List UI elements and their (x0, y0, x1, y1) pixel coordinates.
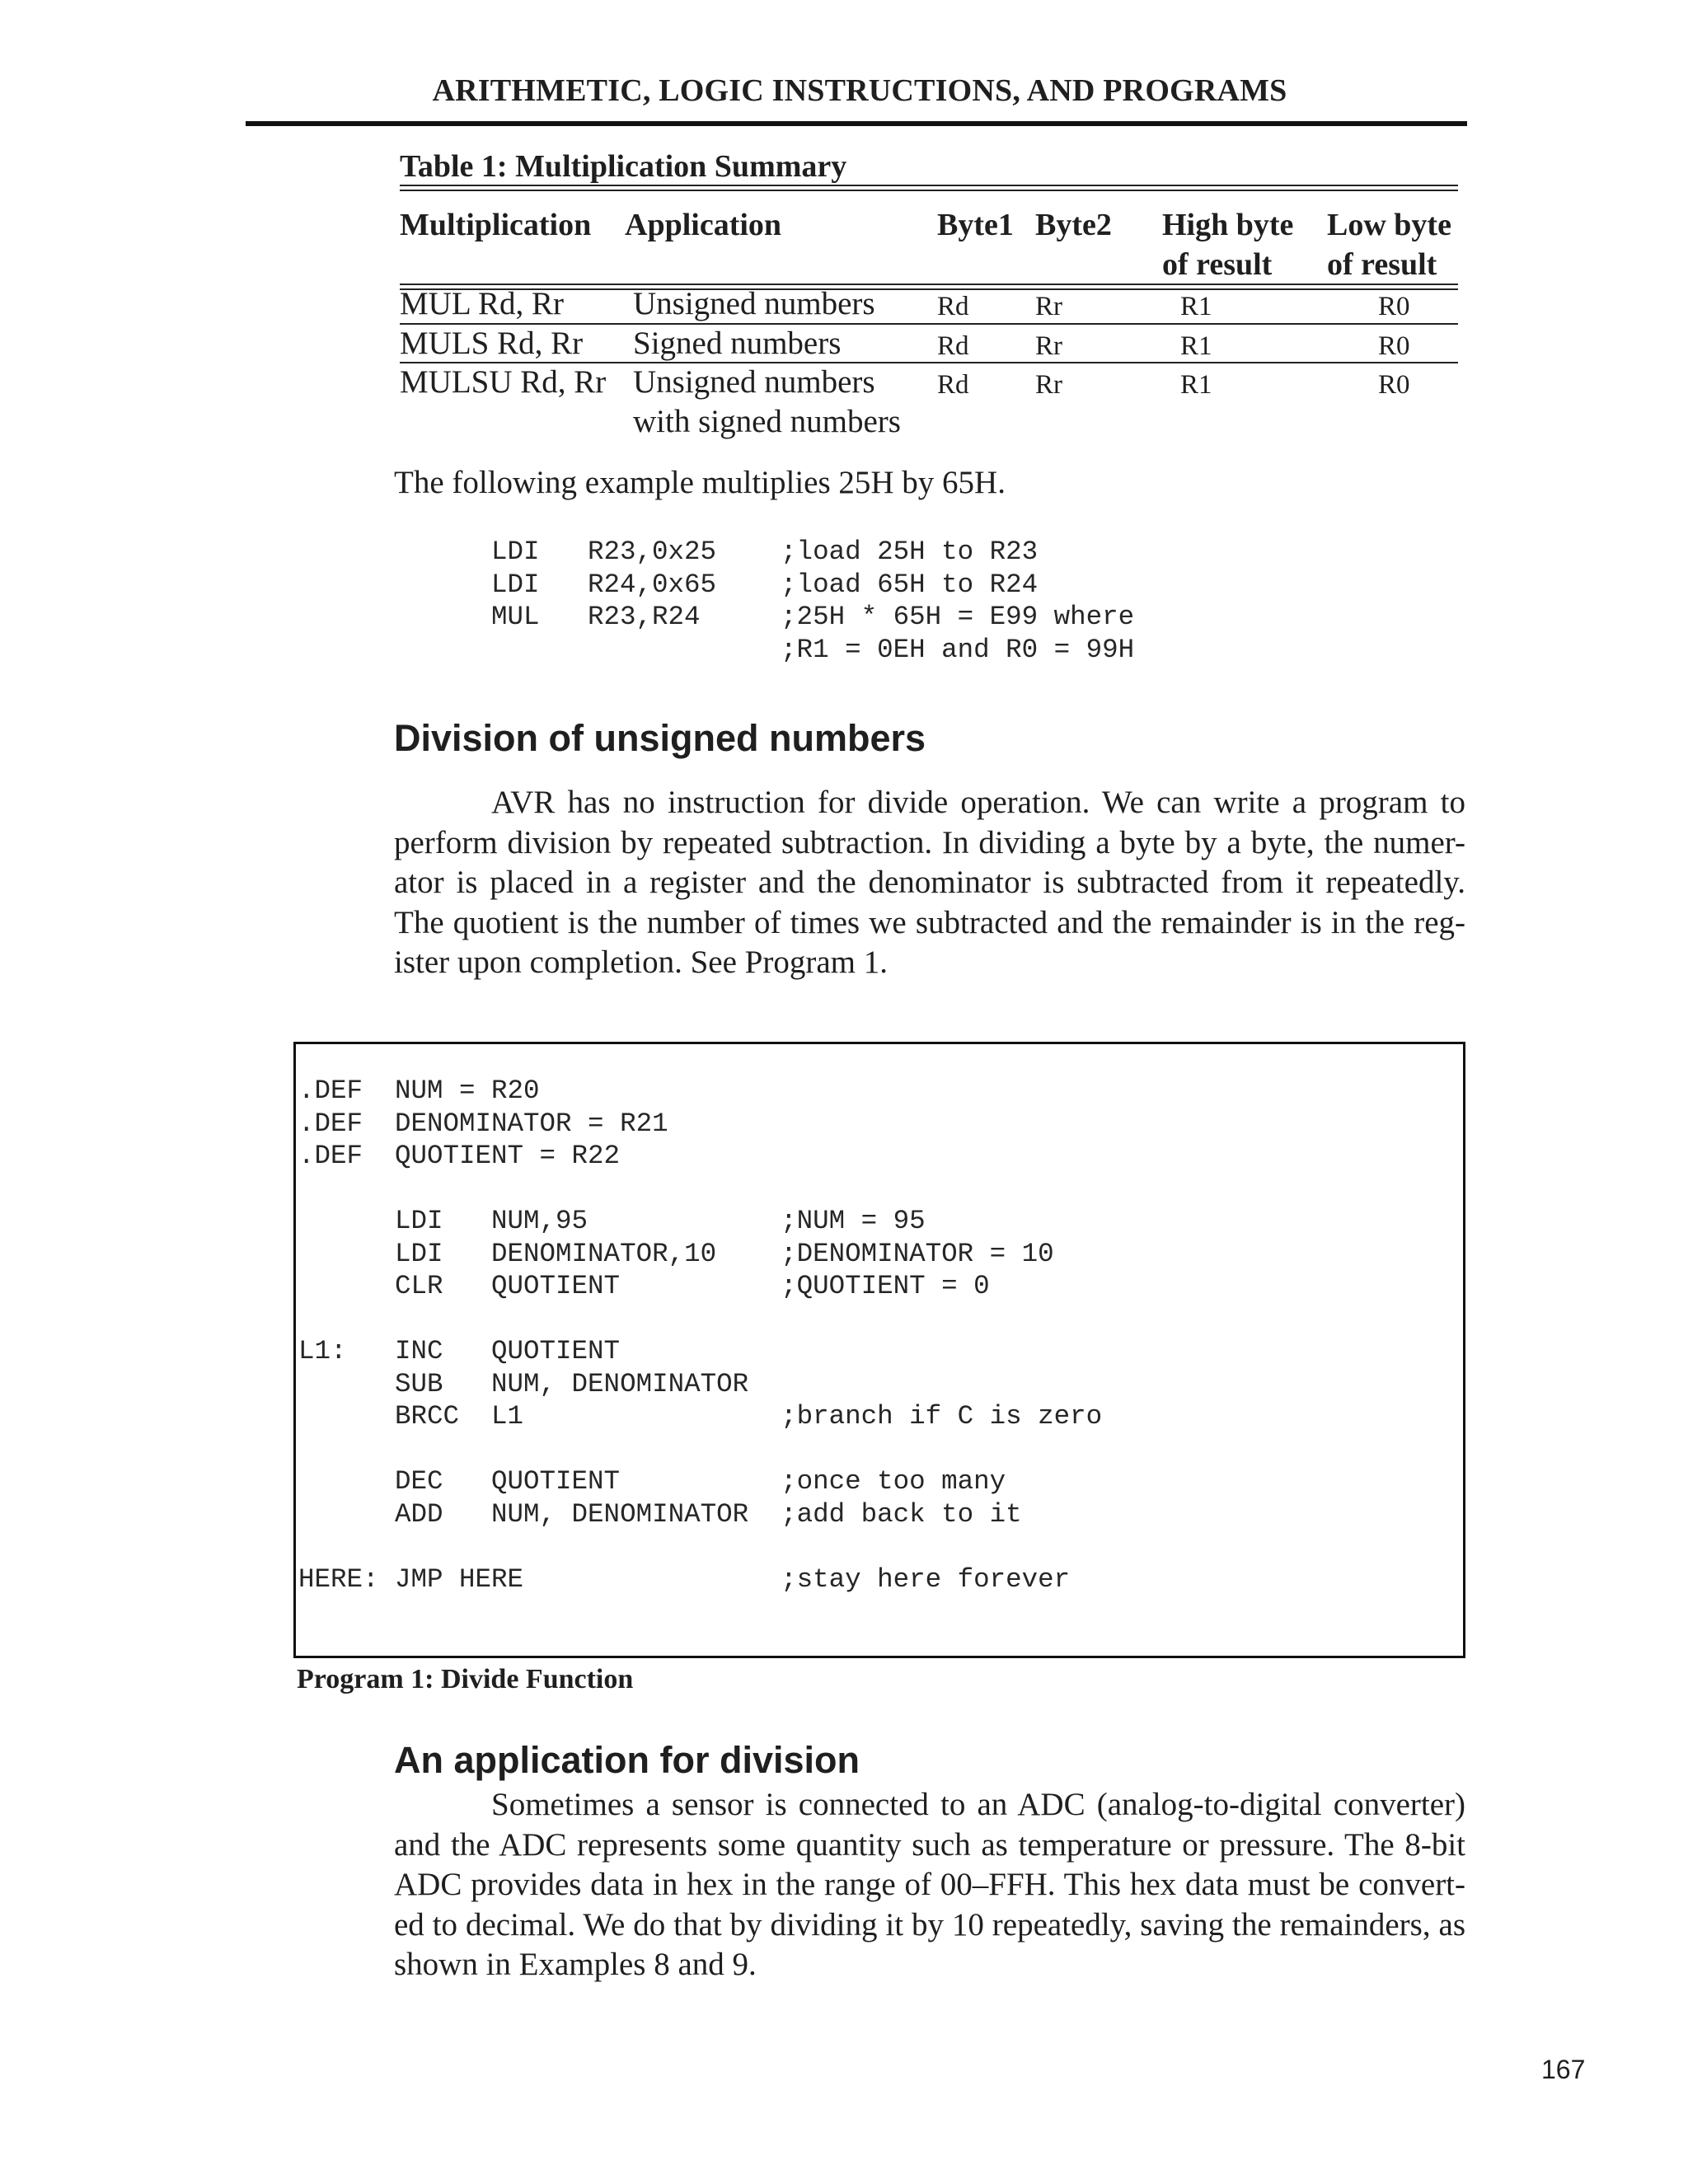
division-paragraph: AVR has no instruction for divide operation. We can write a program to perform division by repeated subtraction. In dividing a byte by a byte, the numer-ator is placed in a register and the denominator is subtracted from it repeatedly. The quotient is the number of times we subtracted and the remainder is in the reg-ister upon completion. See Program 1. (394, 785, 1465, 980)
col-header-low-byte: Low byte (1327, 208, 1451, 242)
cell-low-byte: R0 (1378, 370, 1410, 400)
example-intro (394, 463, 1465, 504)
section-heading: An application for division (394, 1739, 860, 1781)
division-section-heading (394, 717, 926, 760)
program-code: .DEF NUM = R20 .DEF DENOMINATOR = R21 .DEF QUOTIENT = R22 LDI NUM,95 ;NUM = 95 LDI DENOMINATOR,10 ;DENOMINATOR = 10 CLR QUOTIENT ;QUOTIENT = 0 L1: INC QUOTIENT SUB NUM, DENOMINATOR BRCC L1 ;branch if C is zero DEC QUOTIENT ;once too many ADD NUM, DENOMINATOR ;add back to it HERE: JMP HERE ;stay here forever (298, 1076, 1103, 1595)
application-paragraph: Sometimes a sensor is connected to an ADC (analog-to-digital converter) and the ADC represents some quantity such as temperature or pressure. The 8-bit ADC provides data in hex in the range of 00–FFH. This hex data must be convert-ed to decimal. We do that by dividing it by 10 repeatedly, saving the remainders, as shown in Examples 8 and 9. (394, 1787, 1465, 1982)
example-intro-text: The following example multiplies 25H by 65H. (394, 465, 1006, 500)
division-section-body (394, 783, 1465, 983)
col-header-application: Application (625, 208, 782, 242)
program-box (293, 1042, 1465, 1658)
cell-byte1: Rd (937, 331, 969, 361)
application-section-body (394, 1785, 1465, 1985)
program-caption: Program 1: Divide Function (297, 1664, 634, 1694)
example-code-block (491, 536, 1134, 666)
cell-application: Signed numbers (633, 326, 842, 361)
col-header-high-byte: High byte (1162, 208, 1294, 242)
cell-high-byte: R1 (1180, 292, 1212, 321)
cell-instruction: MULS Rd, Rr (400, 326, 584, 361)
col-header-byte1: Byte1 (937, 208, 1014, 242)
cell-byte2: Rr (1035, 331, 1062, 361)
cell-instruction: MUL Rd, Rr (400, 286, 564, 321)
cell-low-byte: R0 (1378, 292, 1410, 321)
section-heading: Division of unsigned numbers (394, 717, 926, 759)
page-number: 167 (1541, 2055, 1586, 2084)
header-rule (246, 121, 1467, 126)
col-header-byte2: Byte2 (1035, 208, 1112, 242)
example-code: LDI R23,0x25 ;load 25H to R23 LDI R24,0x65 ;load 65H to R24 MUL R23,R24 ;25H * 65H = E99 where ;R1 = 0EH and R0 = 99H (491, 537, 1135, 665)
table-top-rule (400, 185, 1458, 186)
col-header-multiplication: Multiplication (400, 208, 592, 242)
col-header-low-byte-line2: of result (1327, 247, 1437, 282)
cell-low-byte: R0 (1378, 331, 1410, 361)
table-top-rule-second (400, 190, 1458, 191)
cell-instruction: MULSU Rd, Rr (400, 364, 607, 400)
cell-byte1: Rd (937, 370, 969, 400)
cell-high-byte: R1 (1180, 331, 1212, 361)
application-section-heading (394, 1739, 860, 1782)
cell-application: Unsigned numbers (633, 286, 875, 321)
cell-high-byte: R1 (1180, 370, 1212, 400)
table-caption: Table 1: Multiplication Summary (400, 149, 847, 184)
col-header-high-byte-line2: of result (1162, 247, 1273, 282)
cell-byte1: Rd (937, 292, 969, 321)
cell-byte2: Rr (1035, 370, 1062, 400)
running-header: ARITHMETIC, LOGIC INSTRUCTIONS, AND PROGRAMS (432, 73, 1287, 108)
cell-application: Unsigned numbers (633, 364, 875, 400)
cell-application-line2: with signed numbers (633, 404, 901, 439)
cell-byte2: Rr (1035, 292, 1062, 321)
